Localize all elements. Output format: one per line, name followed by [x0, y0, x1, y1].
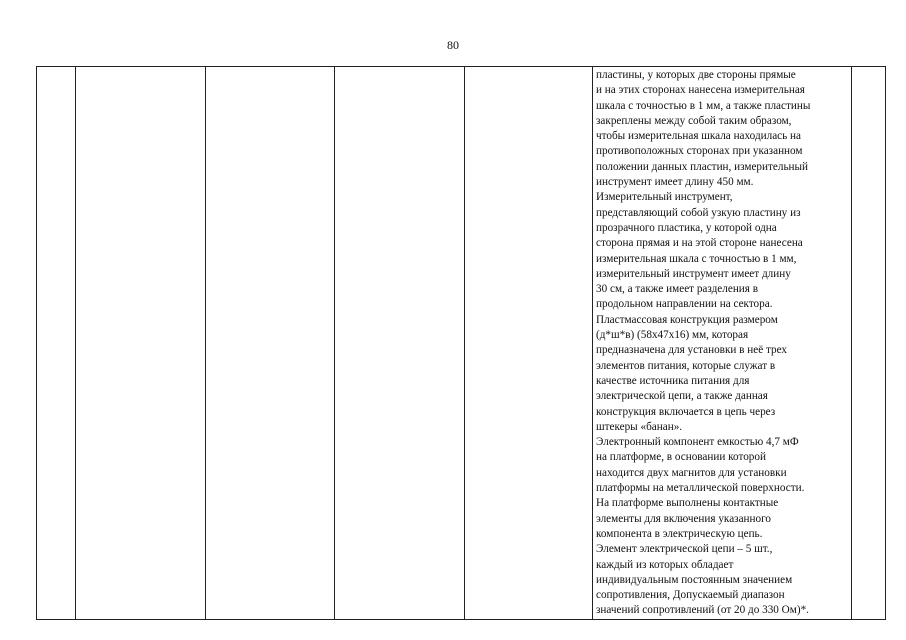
specification-table — [36, 66, 886, 620]
text-line: Пластмассовая конструкция размером — [596, 313, 778, 326]
text-line: штекеры «банан». — [596, 420, 683, 433]
text-line: элементов питания, которые служат в — [596, 359, 776, 372]
text-line: индивидуальным постоянным значением — [596, 573, 793, 586]
text-line: шкала с точностью в 1 мм, а также пластины — [596, 99, 811, 112]
table-cell-col-3 — [206, 67, 335, 620]
table-cell-col-4 — [335, 67, 465, 620]
table-cell-col-7 — [852, 67, 886, 620]
text-line: платформы на металлической поверхности. — [596, 482, 805, 495]
text-line: компонента в электрическую цепь. — [596, 527, 763, 540]
text-line: чтобы измерительная шкала находилась на — [596, 130, 802, 143]
table-cell-description — [593, 67, 852, 620]
page-number: 80 — [447, 38, 459, 52]
text-line: Электронный компонент емкостью 4,7 мФ — [596, 436, 799, 449]
text-line: находится двух магнитов для установки — [596, 466, 787, 479]
text-line: На платформе выполнены контактные — [596, 497, 779, 510]
text-line: каждый из которых обладает — [596, 558, 734, 571]
text-line: электрической цепи, а также данная — [596, 390, 768, 403]
text-line: Измерительный инструмент, — [596, 191, 733, 204]
text-line: измерительная шкала с точностью в 1 мм, — [596, 252, 797, 265]
text-line: пластины, у которых две стороны прямые — [596, 69, 796, 81]
text-line: сопротивления, Допускаемый диапазон — [596, 589, 785, 602]
description-text — [593, 67, 851, 619]
text-line: и на этих сторонах нанесена измерительная — [596, 84, 805, 97]
text-line: закреплены между собой таким образом, — [596, 114, 792, 127]
text-line: измерительный инструмент имеет длину — [596, 267, 791, 280]
text-line: противоположных сторонах при указанном — [596, 145, 803, 158]
table-cell-col-1 — [37, 67, 76, 620]
text-line: элементы для включения указанного — [596, 512, 772, 525]
table-row — [37, 67, 886, 620]
text-line: конструкция включается в цепь через — [596, 405, 776, 418]
text-line: представляющий собой узкую пластину из — [596, 206, 801, 219]
table-cell-col-5 — [465, 67, 593, 620]
text-line: (д*ш*в) (58x47x16) мм, которая — [596, 329, 749, 342]
text-line: значений сопротивлений (от 20 до 330 Ом)*. — [596, 604, 809, 617]
text-line: качестве источника питания для — [596, 374, 750, 387]
table-cell-col-2 — [76, 67, 206, 620]
text-line: положении данных пластин, измерительный — [596, 160, 809, 173]
text-line: сторона прямая и на этой стороне нанесена — [596, 237, 803, 250]
text-line: продольном направлении на сектора. — [596, 298, 773, 311]
text-line: Элемент электрической цепи – 5 шт., — [596, 543, 773, 556]
text-line: на платформе, в основании которой — [596, 451, 766, 464]
text-line: предназначена для установки в неё трех — [596, 344, 787, 357]
text-line: инструмент имеет длину 450 мм. — [596, 176, 754, 189]
text-line: 30 см, а также имеет разделения в — [596, 283, 759, 296]
text-line: прозрачного пластика, у которой одна — [596, 221, 777, 234]
